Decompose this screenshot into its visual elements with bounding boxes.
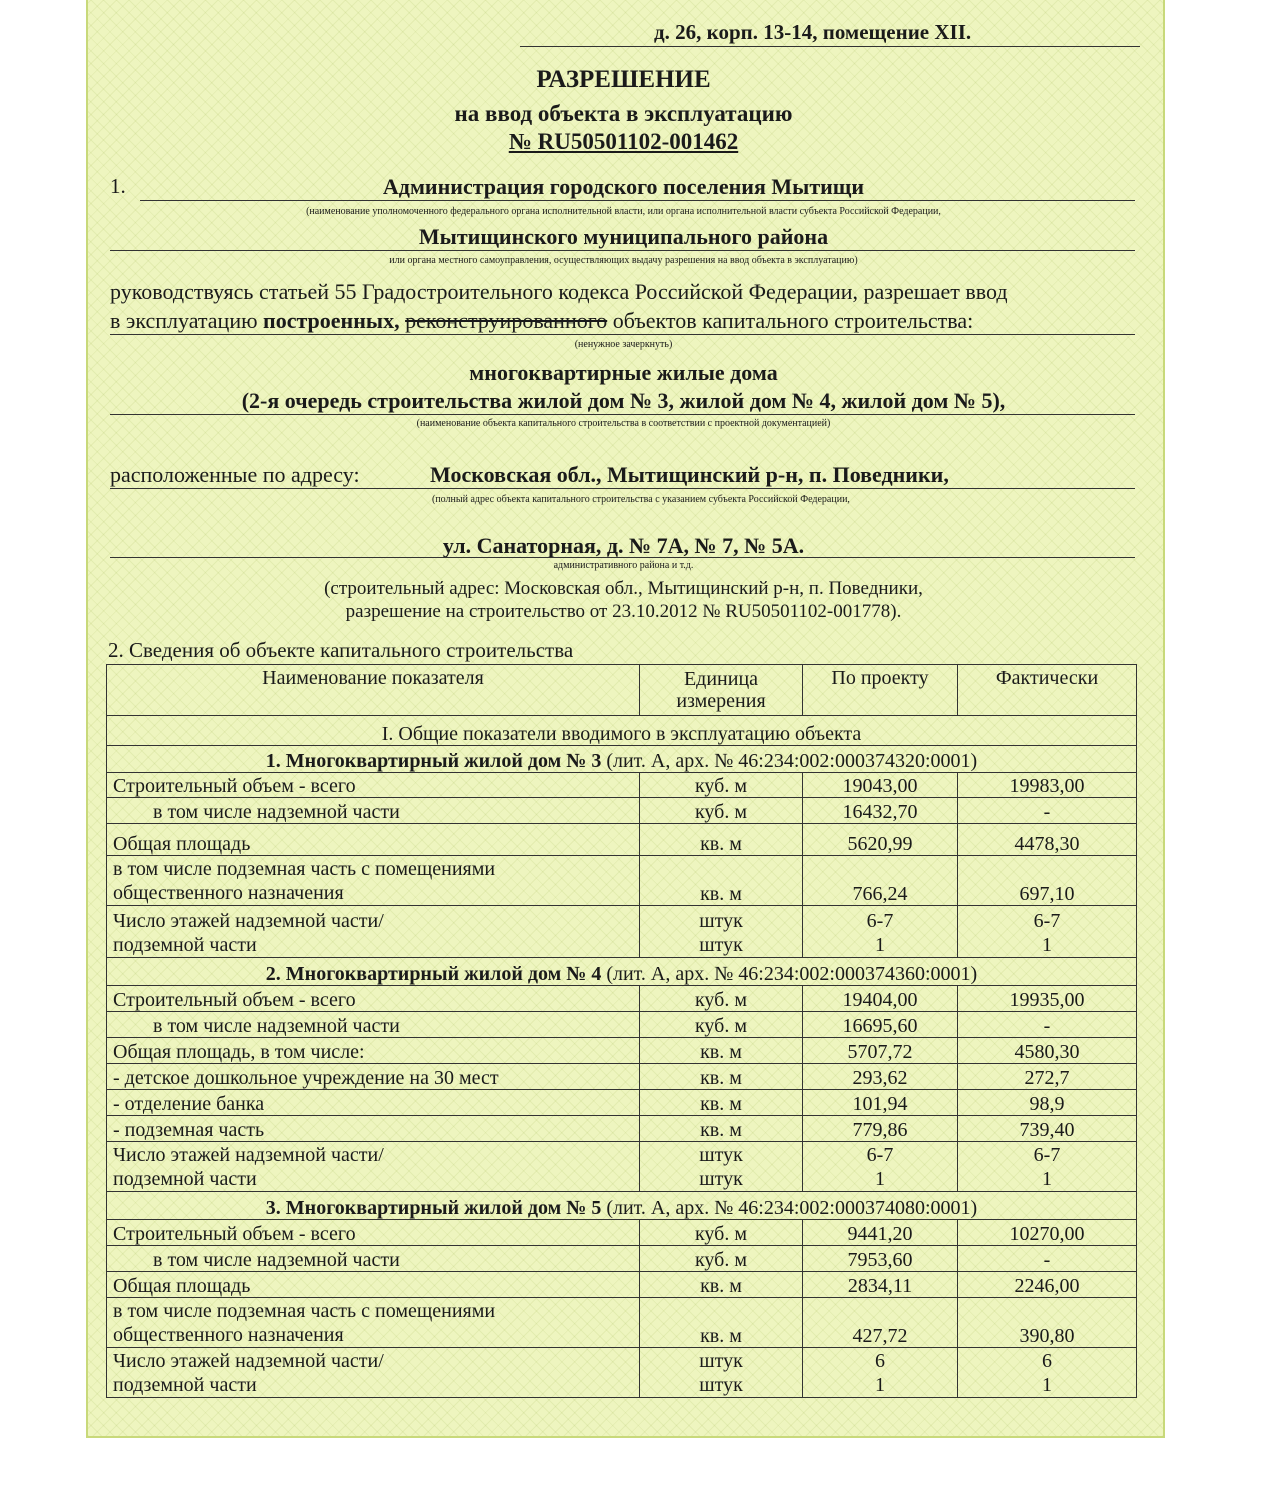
row-project: 101,94: [803, 1090, 958, 1116]
house5-title-rest: (лит. А, арх. № 46:234:002:000374080:0001): [601, 1197, 978, 1219]
row-unit: куб. м: [640, 1220, 803, 1246]
row-label: [107, 1142, 640, 1192]
row-unit: куб. м: [640, 1012, 803, 1038]
row-label: [107, 1348, 640, 1398]
row-actual-line2: 1: [1042, 1374, 1052, 1396]
section1-number: 1.: [110, 174, 126, 198]
row-actual: 98,9: [958, 1090, 1137, 1116]
row-label: Строительный объем - всего: [107, 773, 640, 798]
row-project: [803, 906, 958, 958]
row-actual: -: [958, 1246, 1137, 1272]
authority-rule1: [140, 200, 1135, 201]
row-label-line1: в том числе подземная часть с помещениями: [113, 858, 496, 880]
object-address-line2: ул. Санаторная, д. № 7А, № 7, № 5А.: [442, 533, 805, 558]
row-actual: 4580,30: [958, 1038, 1137, 1064]
row-actual: 2246,00: [958, 1272, 1137, 1298]
house5-title-row: [107, 1192, 1137, 1220]
row-unit-line1: штук: [699, 910, 743, 932]
row-unit-line1: штук: [699, 1144, 743, 1166]
house3-title-bold: 1. Многоквартирный жилой дом № 3: [265, 750, 602, 772]
authority-rule2: [110, 250, 1135, 251]
table-row: [107, 1116, 1137, 1142]
row-actual: 10270,00: [958, 1220, 1137, 1246]
house4-title-row: [107, 958, 1137, 986]
top-address: д. 26, корп. 13-14, помещение XII.: [654, 20, 972, 44]
row-unit: кв. м: [640, 856, 803, 906]
row-label: - подземная часть: [107, 1116, 640, 1142]
row-label-line2: подземной части: [113, 934, 257, 956]
row-label: Строительный объем - всего: [107, 986, 640, 1012]
row-project-line2: 1: [875, 934, 885, 956]
table-row: [107, 1090, 1137, 1116]
authority-name-line1: Администрация городского поселения Мытищи: [382, 174, 865, 199]
permit-number: № RU50501102-001462: [508, 129, 739, 154]
row-project-line1: 6-7: [866, 1144, 894, 1166]
house4-title-bold: 2. Многоквартирный жилой дом № 4: [265, 963, 602, 985]
general-section-title: I. Общие показатели вводимого в эксплуатацию объекта: [107, 716, 1137, 746]
row-unit: куб. м: [640, 798, 803, 824]
object-rule: [110, 414, 1135, 415]
row-unit: [640, 906, 803, 958]
table-row: [107, 856, 1137, 906]
permit-title: РАЗРЕШЕНИЕ: [536, 66, 711, 93]
row-actual-line2: 1: [1042, 1168, 1052, 1190]
row-actual: 19983,00: [958, 773, 1137, 798]
build-address-line1: (строительный адрес: Московская обл., Мытищинский р-н, п. Поведники,: [324, 578, 923, 599]
row-unit: [640, 1142, 803, 1192]
row-unit: кв. м: [640, 1298, 803, 1348]
row-project: 7953,60: [803, 1246, 958, 1272]
row-unit: кв. м: [640, 1064, 803, 1090]
row-unit: куб. м: [640, 773, 803, 798]
row-project: [803, 1348, 958, 1398]
object-name-line2: (2-я очередь строительства жилой дом № 3, жилой дом № 4, жилой дом № 5),: [241, 388, 1006, 413]
col-header-actual: Фактически: [958, 665, 1137, 716]
row-project: 16432,70: [803, 798, 958, 824]
table-row: [107, 986, 1137, 1012]
table-row: [107, 773, 1137, 798]
row-actual-line1: 6-7: [1033, 910, 1061, 932]
house3-title-row: [107, 746, 1137, 773]
row-project: 293,62: [803, 1064, 958, 1090]
row-label-line1: Число этажей надземной части/: [113, 1350, 384, 1372]
row-label-line2: подземной части: [113, 1374, 257, 1396]
row-project-line2: 1: [875, 1168, 885, 1190]
object-address-line1: Московская обл., Мытищинский р-н, п. Поведники,: [430, 462, 949, 487]
table-row: [107, 1298, 1137, 1348]
row-project: 5620,99: [803, 824, 958, 856]
row-project: 19043,00: [803, 773, 958, 798]
row-project: 16695,60: [803, 1012, 958, 1038]
row-label-line1: в том числе подземная часть с помещениями: [113, 1300, 496, 1322]
permit-subtitle: на ввод объекта в эксплуатацию: [454, 101, 793, 126]
row-actual: 390,80: [958, 1298, 1137, 1348]
row-label: Строительный объем - всего: [107, 1220, 640, 1246]
table-row: [107, 1348, 1137, 1398]
row-unit-line2: штук: [699, 934, 743, 956]
row-label-line1: Число этажей надземной части/: [113, 910, 384, 932]
table-row: [107, 1220, 1137, 1246]
row-unit: кв. м: [640, 1090, 803, 1116]
row-unit: кв. м: [640, 1038, 803, 1064]
legal-text-start: в эксплуатацию: [110, 308, 258, 333]
build-address-line2: разрешение на строительство от 23.10.2012 № RU50501102-001778).: [345, 601, 902, 622]
col-header-project: По проекту: [803, 665, 958, 716]
legal-text-line1: руководствуясь статьей 55 Градостроительного кодекса Российской Федерации, разрешает ввод: [110, 279, 1008, 304]
row-unit: кв. м: [640, 824, 803, 856]
row-label: в том числе надземной части: [107, 1246, 640, 1272]
address-caption1: (полный адрес объекта капитального строительства с указанием субъекта Российской Федерации,: [432, 494, 850, 505]
row-unit: [640, 1348, 803, 1398]
row-label-line2: общественного назначения: [113, 882, 344, 904]
col-header-unit: [640, 665, 803, 716]
row-unit: куб. м: [640, 1246, 803, 1272]
row-actual-line1: 6-7: [1033, 1144, 1061, 1166]
row-actual: 739,40: [958, 1116, 1137, 1142]
house3-title: [107, 746, 1137, 773]
house5-title-bold: 3. Многоквартирный жилой дом № 5: [265, 1197, 602, 1219]
table-row: [107, 798, 1137, 824]
house4-title-rest: (лит. А, арх. № 46:234:002:000374360:0001): [601, 963, 978, 985]
row-unit: кв. м: [640, 1272, 803, 1298]
row-project: 766,24: [803, 856, 958, 906]
table-header-row: [107, 665, 1137, 716]
row-label: в том числе надземной части: [107, 1012, 640, 1038]
row-actual: -: [958, 1012, 1137, 1038]
authority-caption1: (наименование уполномоченного федерального органа исполнительной власти, или органа исполнительной власти субъекта Российской Федерации,: [306, 206, 941, 217]
row-project: 5707,72: [803, 1038, 958, 1064]
legal-rule: [110, 334, 1135, 335]
row-label: в том числе надземной части: [107, 798, 640, 824]
row-actual: [958, 1142, 1137, 1192]
authority-name-line2: Мытищинского муниципального района: [418, 224, 829, 249]
object-name-line1: многоквартирные жилые дома: [469, 360, 778, 385]
legal-text-end: объектов капитального строительства:: [612, 308, 974, 333]
row-project: 2834,11: [803, 1272, 958, 1298]
row-actual: [958, 1348, 1137, 1398]
row-project: 779,86: [803, 1116, 958, 1142]
row-unit-line2: штук: [699, 1168, 743, 1190]
row-label-line1: Число этажей надземной части/: [113, 1144, 384, 1166]
row-label-line2: общественного назначения: [113, 1324, 344, 1346]
row-actual: 4478,30: [958, 824, 1137, 856]
row-project: 19404,00: [803, 986, 958, 1012]
reconstructed-option-struck: реконструированного: [405, 308, 608, 333]
built-option: построенных,: [263, 308, 400, 333]
table-row: [107, 1272, 1137, 1298]
col-header-unit-line1: Единица: [683, 668, 759, 690]
indicators-table: [106, 664, 1137, 1398]
row-actual: -: [958, 798, 1137, 824]
strike-caption: (ненужное зачеркнуть): [574, 339, 673, 350]
row-label: [107, 906, 640, 958]
table-row: [107, 1038, 1137, 1064]
row-actual-line2: 1: [1042, 934, 1052, 956]
address-rule1: [110, 488, 1135, 489]
row-actual: 19935,00: [958, 986, 1137, 1012]
row-project-line2: 1: [875, 1374, 885, 1396]
col-header-unit-line2: измерения: [676, 690, 766, 712]
row-actual: 272,7: [958, 1064, 1137, 1090]
row-label: Общая площадь: [107, 824, 640, 856]
row-label: [107, 1298, 640, 1348]
top-address-rule: [520, 46, 1140, 47]
legal-text-line2: [110, 308, 973, 334]
general-section-row: [107, 716, 1137, 746]
row-project-line1: 6-7: [866, 910, 894, 932]
table-row: [107, 906, 1137, 958]
row-label: Общая площадь: [107, 1272, 640, 1298]
row-label: [107, 856, 640, 906]
row-unit: кв. м: [640, 1116, 803, 1142]
row-unit-line2: штук: [699, 1374, 743, 1396]
table-row: [107, 1012, 1137, 1038]
row-actual-line1: 6: [1042, 1350, 1052, 1372]
table-row: [107, 1064, 1137, 1090]
row-project-line1: 6: [875, 1350, 885, 1372]
table-row: [107, 1142, 1137, 1192]
row-actual: [958, 906, 1137, 958]
col-header-name: Наименование показателя: [107, 665, 640, 716]
row-label: - отделение банка: [107, 1090, 640, 1116]
house4-title: [107, 958, 1137, 986]
house3-title-rest: (лит. А, арх. № 46:234:002:000374320:0001): [601, 750, 978, 772]
address-rule2: [110, 557, 1135, 558]
house5-title: [107, 1192, 1137, 1220]
row-project: 9441,20: [803, 1220, 958, 1246]
table-row: [107, 1246, 1137, 1272]
row-label: - детское дошкольное учреждение на 30 мест: [107, 1064, 640, 1090]
row-project: 427,72: [803, 1298, 958, 1348]
row-unit: куб. м: [640, 986, 803, 1012]
object-caption: (наименование объекта капитального строительства в соответствии с проектной документацией): [416, 418, 831, 429]
authority-caption2: или органа местного самоуправления, осуществляющих выдачу разрешения на ввод объекта в эксплуатацию): [389, 255, 858, 266]
row-label: Общая площадь, в том числе:: [107, 1038, 640, 1064]
located-label: расположенные по адресу:: [110, 462, 360, 487]
row-project: [803, 1142, 958, 1192]
row-actual: 697,10: [958, 856, 1137, 906]
section2-title: 2. Сведения об объекте капитального строительства: [108, 638, 574, 662]
table-row: [107, 824, 1137, 856]
row-label-line2: подземной части: [113, 1168, 257, 1190]
row-unit-line1: штук: [699, 1350, 743, 1372]
address-caption2: административного района и т.д.: [553, 560, 694, 571]
